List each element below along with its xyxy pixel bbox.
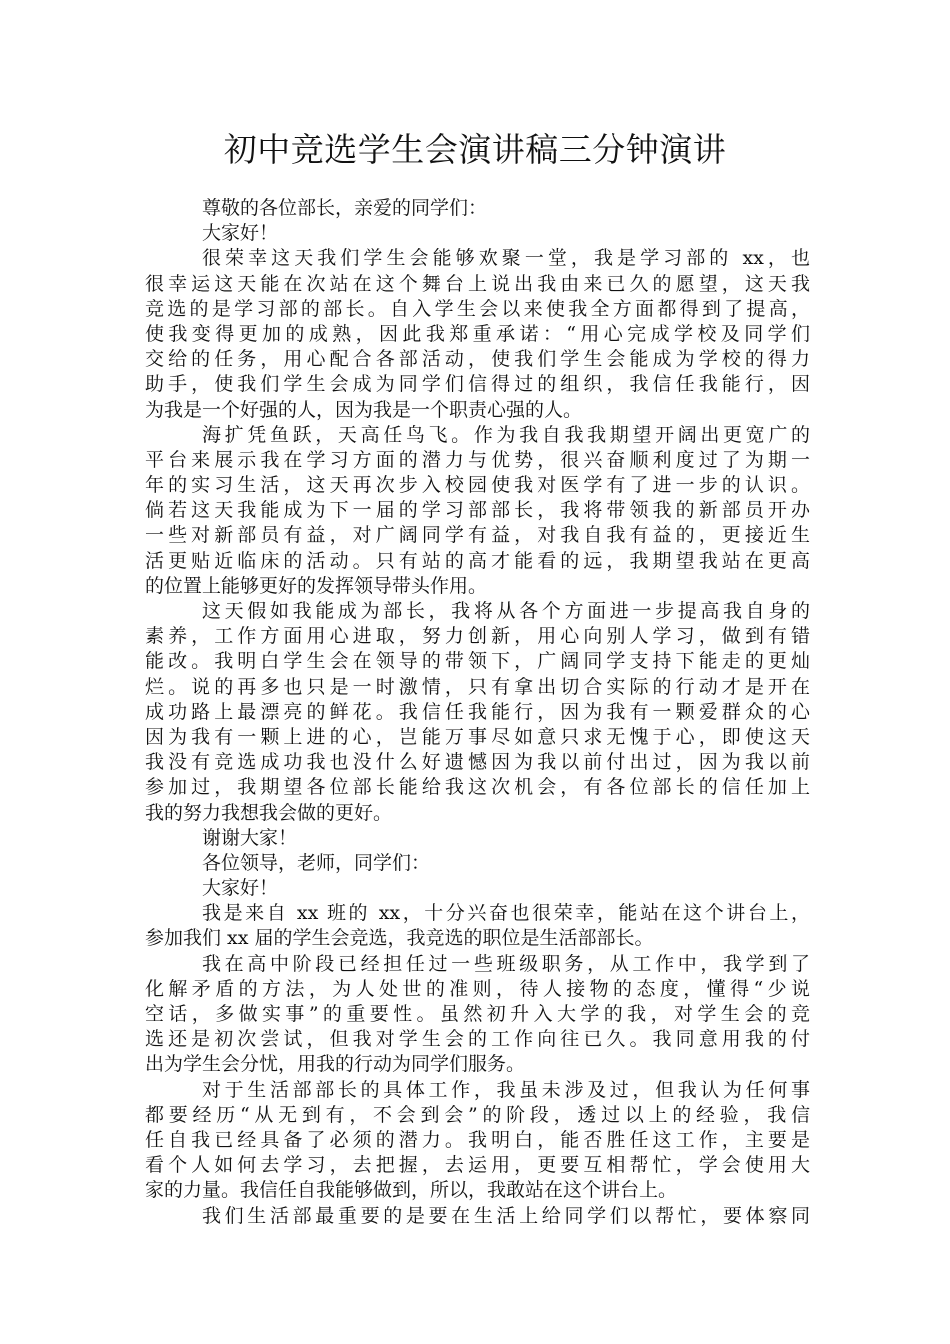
- text-line: 能改。我明白学生会在领导的带领下，广阔同学支持下能走的更灿: [145, 650, 810, 673]
- text-line: 我们生活部最重要的是要在生活上给同学们以帮忙，要体察同: [202, 1204, 810, 1227]
- text-line: 助手，使我们学生会成为同学们信得过的组织，我信任我能行，因: [145, 373, 810, 396]
- text-line: 看个人如何去学习，去把握，去运用，更要互相帮忙，学会使用大: [145, 1154, 810, 1177]
- text-line: 倘若这天我能成为下一届的学习部部长，我将带领我的新部员开办: [145, 499, 810, 522]
- text-line: 都要经历“从无到有，不会到会”的阶段，透过以上的经验，我信: [145, 1103, 810, 1126]
- text-line: 出为学生会分忧，用我的行动为同学们服务。: [145, 1053, 526, 1076]
- text-line: 化解矛盾的方法，为人处世的准则，待人接物的态度，懂得“少说: [145, 977, 810, 1000]
- text-line: 很荣幸这天我们学生会能够欢聚一堂，我是学习部的 xx，也: [202, 247, 810, 270]
- text-line: 参加过，我期望各位部长能给我这次机会，有各位部长的信任加上: [145, 776, 810, 799]
- text-line: 海扩凭鱼跃，天高任鸟飞。作为我自我我期望开阔出更宽广的: [202, 423, 810, 446]
- text-line: 平台来展示我在学习方面的潜力与优势，很兴奋顺利度过了为期一: [145, 448, 810, 471]
- text-line: 大家好！: [202, 222, 279, 245]
- text-line: 这天假如我能成为部长，我将从各个方面进一步提高我自身的: [202, 600, 810, 622]
- document-title: 初中竞选学生会演讲稿三分钟演讲: [223, 130, 727, 169]
- text-line: 空话，多做实事”的重要性。虽然初升入大学的我，对学生会的竞: [145, 1003, 810, 1025]
- text-line: 很幸运这天能在次站在这个舞台上说出我由来已久的愿望，这天我: [145, 272, 810, 295]
- text-line: 大家好！: [202, 877, 279, 900]
- text-line: 活更贴近临床的活动。只有站的高才能看的远，我期望我站在更高: [145, 549, 810, 572]
- text-line: 我是来自 xx 班的 xx，十分兴奋也很荣幸，能站在这个讲台上，: [202, 902, 810, 925]
- document-body: [145, 196, 810, 1229]
- text-line: 家的力量。我信任自我能够做到，所以，我敢站在这个讲台上。: [145, 1179, 678, 1202]
- text-line: 尊敬的各位部长，亲爱的同学们：: [202, 197, 488, 219]
- text-line: 我在高中阶段已经担任过一些班级职务，从工作中，我学到了: [202, 952, 810, 975]
- text-line: 任自我已经具备了必须的潜力。我明白，能否胜任这工作，主要是: [145, 1128, 810, 1151]
- text-line: 我没有竞选成功我也没什么好遗憾因为我以前付出过，因为我以前: [145, 751, 810, 774]
- text-line: 为我是一个好强的人，因为我是一个职责心强的人。: [145, 398, 583, 421]
- text-line: 年的实习生活，这天再次步入校园使我对医学有了进一步的认识。: [145, 474, 810, 497]
- text-line: 因为我有一颗上进的心，岂能万事尽如意只求无愧于心，即使这天: [145, 725, 810, 748]
- text-line: 参加我们 xx 届的学生会竞选，我竞选的职位是生活部部长。: [145, 927, 654, 950]
- text-line: 使我变得更加的成熟，因此我郑重承诺：“用心完成学校及同学们: [145, 322, 810, 345]
- text-line: 的位置上能够更好的发挥领导带头作用。: [145, 574, 488, 597]
- text-line: 素养，工作方面用心进取，努力创新，用心向别人学习，做到有错: [145, 625, 810, 648]
- text-line: 成功路上最漂亮的鲜花。我信任我能行，因为我有一颗爱群众的心: [145, 700, 810, 723]
- text-line: 我的努力我想我会做的更好。: [145, 801, 393, 824]
- text-line: 交给的任务，用心配合各部活动，使我们学生会能成为学校的得力: [145, 348, 810, 371]
- text-line: 烂。说的再多也只是一时激情，只有拿出切合实际的行动才是开在: [145, 675, 810, 698]
- text-line: 选还是初次尝试，但我对学生会的工作向往已久。我同意用我的付: [145, 1028, 810, 1051]
- text-line: 对于生活部部长的具体工作，我虽未涉及过，但我认为任何事: [202, 1078, 810, 1101]
- text-line: 竞选的是学习部的部长。自入学生会以来使我全方面都得到了提高，: [145, 297, 810, 320]
- text-line: 各位领导，老师，同学们：: [202, 851, 431, 874]
- text-line: 一些对新部员有益，对广阔同学有益，对我自我有益的，更接近生: [145, 524, 810, 547]
- text-line: 谢谢大家！: [202, 826, 298, 849]
